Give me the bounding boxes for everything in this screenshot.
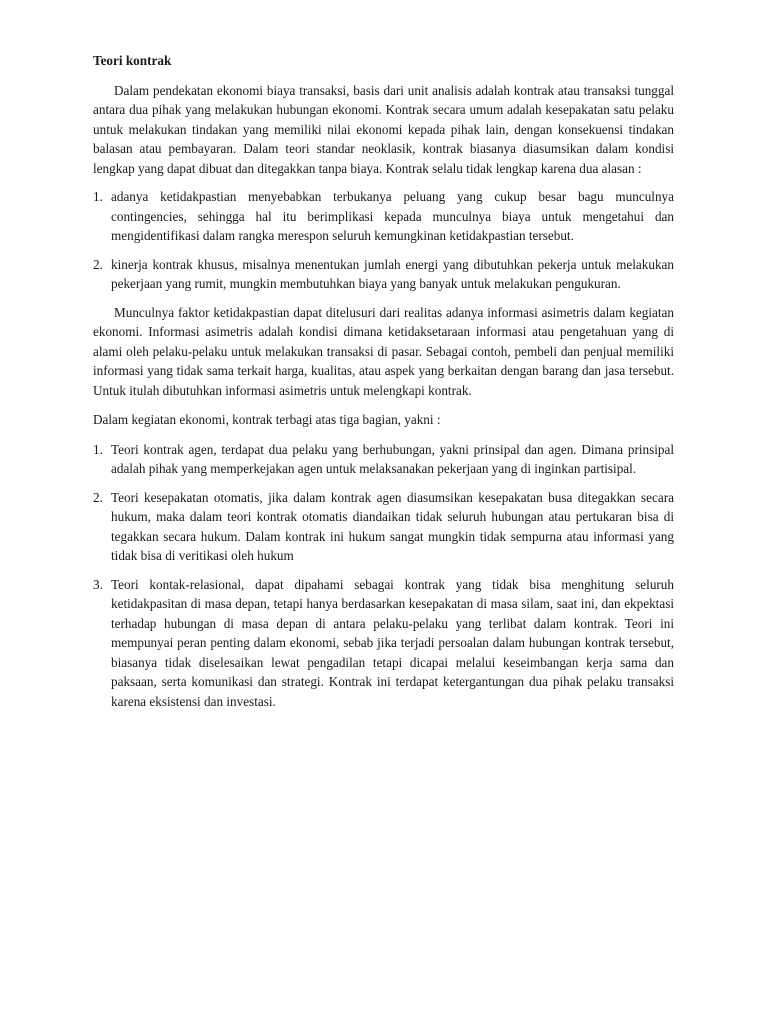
contract-types-list	[93, 440, 674, 712]
list-text: Teori kontak-relasional, dapat dipahami sebagai kontrak yang tidak bisa menghitung seluruh ketidakpasitan di masa depan, tetapi hanya berdasarkan kesepakatan di masa silam, saat ini, dan ekpektasi terhadap hubungan di masa depan di antara pelaku-pelaku yang terlibat dalam kontrak. Teori ini mempunyai peran penting dalam ekonomi, sebab jika terjadi persoalan dalam hubungan kontrak tersebut, biasanya tidak diselesaikan lewat pengadilan tetapi dicapai melalui keseimbangan kerja sama dan paksaan, serta komunikasi dan strategi. Kontrak ini terdapat ketergantungan dua pihak pelaku transaksi karena eksistensi dan investasi.	[111, 576, 674, 709]
contract-type-item-1	[93, 440, 674, 479]
list-number: 1.	[93, 441, 103, 457]
document-title: Teori kontrak	[93, 53, 172, 68]
list-number: 3.	[93, 576, 103, 592]
list-text: Teori kesepakatan otomatis, jika dalam kontrak agen diasumsikan kesepakatan busa ditegakkan secara hukum, maka dalam teori kontrak otomatis diandaikan tidak seluruh hubungan atau pertukaran bisa di tegakkan secara hukum. Dalam kontrak ini hukum sangat mungkin tidak sempurna atau informasi yang tidak bisa di veritikasi oleh hukum	[111, 489, 674, 563]
intro-paragraph: Dalam pendekatan ekonomi biaya transaksi, basis dari unit analisis adalah kontrak atau transaksi tunggal antara dua pihak yang melakukan hubungan ekonomi. Kontrak secara umum adalah kesepakatan satu pelaku untuk melakukan tindakan yang memiliki nilai ekonomi kepada pihak lain, dengan konsekuensi tindakan balasan atau pembayaran. Dalam teori standar neoklasik, kontrak biasanya diasumsikan dalam kondisi lengkap yang dapat dibuat dan ditegakkan tanpa biaya. Kontrak selalu tidak lengkap karena dua alasan :	[93, 82, 674, 176]
document-body	[93, 51, 674, 720]
list-number: 2.	[93, 489, 103, 505]
division-intro-paragraph: Dalam kegiatan ekonomi, kontrak terbagi atas tiga bagian, yakni :	[93, 412, 441, 427]
list-number: 2.	[93, 256, 103, 272]
reason-item-2	[93, 255, 674, 294]
contract-type-item-3	[93, 575, 674, 712]
contract-type-item-2	[93, 488, 674, 566]
list-text: kinerja kontrak khusus, misalnya menentukan jumlah energi yang dibutuhkan pekerja untuk melakukan pekerjaan yang rumit, mungkin membutuhkan biaya yang banyak untuk melakukan pengukuran.	[111, 256, 674, 291]
reason-item-1	[93, 187, 674, 246]
list-text: Teori kontrak agen, terdapat dua pelaku yang berhubungan, yakni prinsipal dan agen. Dimana prinsipal adalah pihak yang memperkejakan agen untuk melaksanakan pekerjaan yang di inginkan partisipal.	[111, 441, 674, 476]
list-text: adanya ketidakpastian menyebabkan terbukanya peluang yang cukup besar bagu munculnya contingencies, sehingga hal itu berimplikasi kepada munculnya biaya untuk mengetahui dan mengidentifikasi dalam rangka merespon seluruh kemungkinan ketidakpastian tersebut.	[111, 189, 674, 243]
reasons-list	[93, 187, 674, 294]
list-number: 1.	[93, 189, 103, 204]
asymmetric-info-paragraph: Munculnya faktor ketidakpastian dapat ditelusuri dari realitas adanya informasi asimetris dalam kegiatan ekonomi. Informasi asimetris adalah kondisi dimana ketidaksetaraan informasi atau pengetahuan yang di alami oleh pelaku-pelaku untuk melakukan transaksi di pasar. Sebagai contoh, pembeli dan penjual memiliki informasi yang tidak sama terkait harga, kualitas, atau aspek yang berkaitan dengan barang dan jasa tersebut. Untuk itulah dibutuhkan informasi asimetris untuk melengkapi kontrak.	[93, 304, 674, 398]
